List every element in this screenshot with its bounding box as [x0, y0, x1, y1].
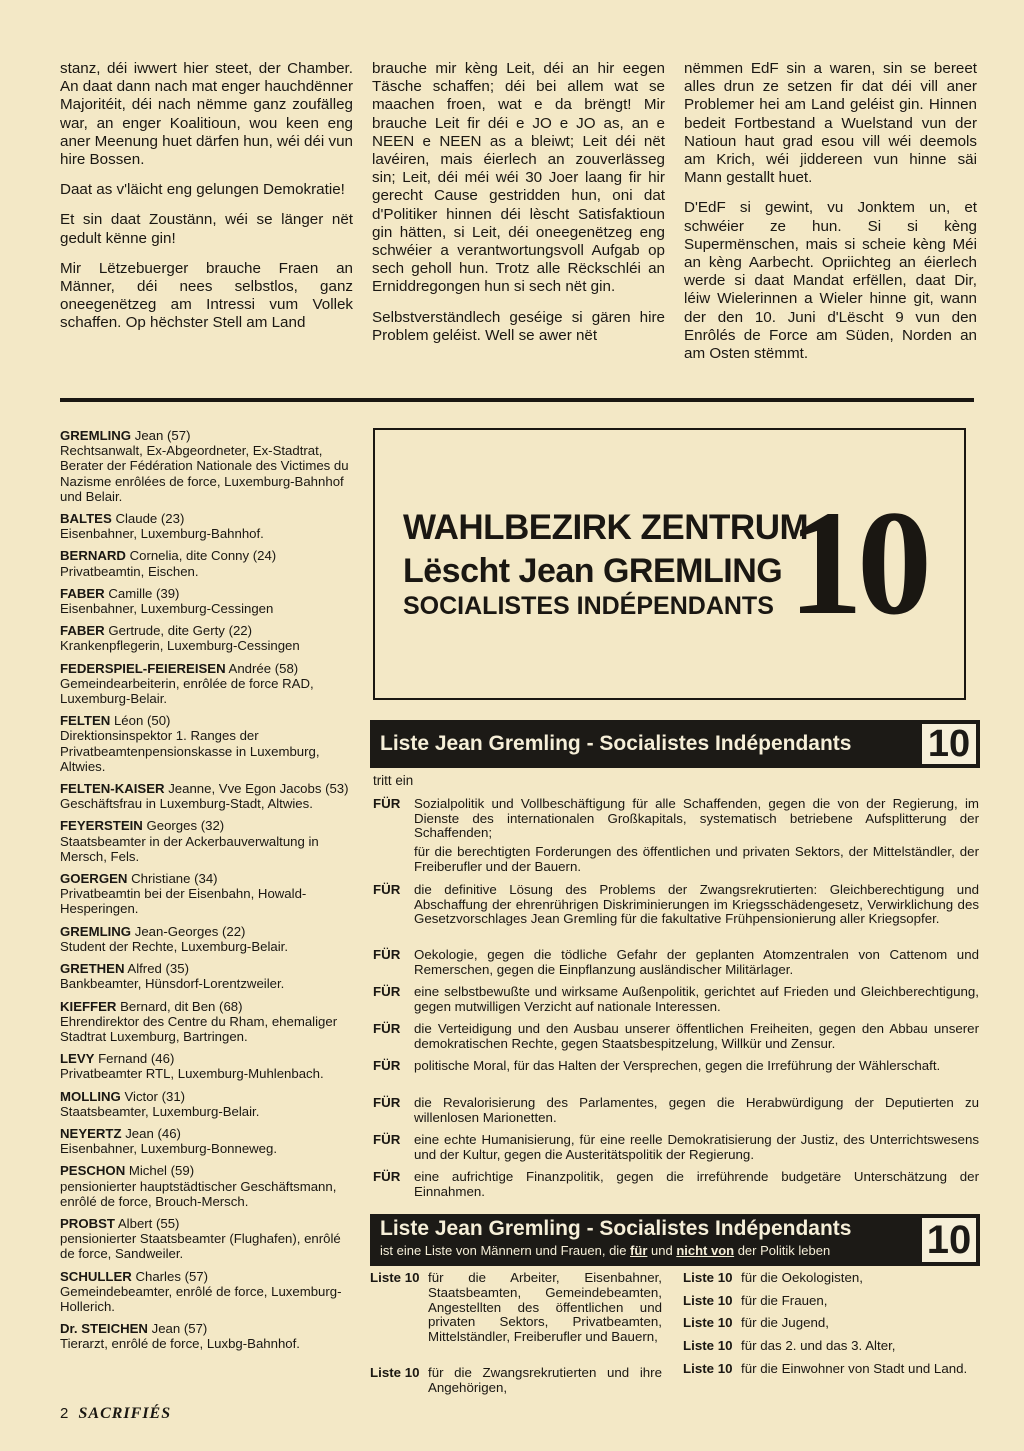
candidate-surname: FABER	[60, 585, 105, 601]
candidate-entry	[60, 1163, 356, 1209]
program-point-text: die Revalorisierung des Parlamentes, gegen die Herabwürdigung der Deputierten zu willenlosen Marionetten.	[414, 1095, 979, 1125]
candidate-surname: GRETHEN	[60, 961, 125, 977]
liste-label: Liste 10	[683, 1315, 733, 1330]
candidate-entry	[60, 623, 356, 653]
candidate-details: Tierarzt, enrôlé de force, Luxbg-Bahnhof.	[60, 1336, 300, 1352]
candidate-given-name: Fernand (46)	[94, 1051, 175, 1067]
target-group-text: für die Oekologisten,	[741, 1270, 863, 1285]
candidate-surname: SCHULLER	[60, 1268, 132, 1284]
candidate-given-name: Camille (39)	[104, 585, 180, 601]
candidate-given-name: Alfred (35)	[124, 961, 189, 977]
candidate-given-name: Jean (46)	[121, 1125, 181, 1141]
candidate-details: Geschäftsfrau in Luxemburg-Stadt, Altwies.	[60, 796, 313, 812]
fuer-label: FÜR	[373, 1021, 401, 1036]
candidate-entry	[60, 871, 356, 917]
candidate-surname: NEYERTZ	[60, 1125, 122, 1141]
program-point-text: die Verteidigung und den Ausbau unserer öffentlichen Freiheiten, gegen den Abbau unserer demokratischen Rechte, gegen Staatsbespitzelung, Willkür und Zensur.	[414, 1021, 979, 1051]
candidate-details: pensionierter hauptstädtischer Geschäftsmann, enrôlé de force, Brouch-Mersch.	[60, 1178, 337, 1209]
program-point-text: Sozialpolitik und Vollbeschäftigung für alle Schaffenden, gegen die von der Regierung, im Dienste des internationalen Großkapitals, systematisch betriebene Aufsplitterung der Schaffenden;	[414, 796, 979, 841]
candidate-details: Ehrendirektor des Centre du Rham, ehemaliger Stadtrat Luxemburg, Bartringen.	[60, 1013, 338, 1044]
candidate-entry	[60, 1216, 356, 1262]
district-party: SOCIALISTES INDÉPENDANTS	[403, 592, 774, 620]
article-column-1	[60, 60, 353, 345]
candidate-entry	[60, 428, 356, 504]
candidate-given-name: Michel (59)	[125, 1163, 195, 1179]
candidate-entry	[60, 961, 356, 991]
banner-subtitle	[380, 1243, 830, 1258]
district-box	[373, 428, 966, 700]
candidate-surname: GREMLING	[60, 923, 132, 939]
program-point	[373, 845, 979, 874]
candidate-entry	[60, 1089, 356, 1119]
district-list-number: 10	[788, 480, 926, 646]
program-point-text: politische Moral, für das Halten der Versprechen, gegen die Irreführung der Wählerschaft.	[414, 1058, 941, 1073]
banner-number: 10	[922, 724, 976, 764]
candidate-entry	[60, 1126, 356, 1156]
candidate-given-name: Léon (50)	[110, 713, 171, 729]
target-group	[370, 1366, 662, 1396]
liste-label: Liste 10	[370, 1270, 420, 1285]
candidate-details: Gemeindearbeiterin, enrôlée de force RAD, Luxemburg-Belair.	[60, 675, 314, 707]
page-number: 2	[60, 1405, 69, 1422]
program-point	[373, 797, 979, 841]
candidate-entry	[60, 999, 356, 1045]
candidate-entry	[60, 781, 356, 811]
program-point	[373, 1022, 979, 1051]
candidate-surname: MOLLING	[60, 1088, 121, 1104]
candidate-surname: BERNARD	[60, 548, 126, 564]
program-point-text: eine echte Humanisierung, für eine reelle Demokratisierung der Justiz, des Unterrichtswesens und der Kultur, gegen die Austeritätspolitik der Regierung.	[414, 1132, 979, 1162]
candidate-given-name: Jean (57)	[147, 1321, 208, 1337]
candidate-details: Rechtsanwalt, Ex-Abgeordneter, Ex-Stadtrat, Berater der Fédération Nationale des Victimes du Nazisme enrôlées de force, Luxemburg-Bahnhof und Belair.	[60, 443, 349, 504]
candidate-details: Eisenbahner, Luxemburg-Bonneweg.	[60, 1141, 278, 1157]
article-paragraph: Selbstverständlech geséige si gären hire Problem geléist. Well se awer nët	[372, 308, 665, 344]
candidate-details: Eisenbahner, Luxemburg-Bahnhof.	[60, 526, 264, 542]
candidate-given-name: Christiane (34)	[127, 871, 218, 887]
fuer-label: FÜR	[373, 882, 401, 897]
candidate-surname: Dr. STEICHEN	[60, 1321, 148, 1337]
banner-number: 10	[922, 1218, 976, 1262]
target-group	[683, 1294, 975, 1309]
page-footer	[60, 1405, 171, 1423]
candidate-entry	[60, 1051, 356, 1081]
candidate-given-name: Gertrude, dite Gerty (22)	[104, 623, 253, 639]
candidate-surname: FELTEN	[60, 713, 111, 729]
article-paragraph: Mir Lëtzebuerger brauche Fraen an Männer, déi nees selbstlos, ganz oneegenëtzeg am Intressi vum Vollek schaffen. Op hëchster Stell am Land	[60, 259, 353, 332]
target-group	[683, 1339, 975, 1354]
candidate-entry	[60, 586, 356, 616]
section-divider	[60, 398, 974, 402]
candidate-entry	[60, 713, 356, 774]
candidate-details: Direktionsinspektor 1. Ranges der Privatbeamtenpensionskasse in Luxemburg, Altwies.	[60, 728, 320, 774]
candidate-details: Privatbeamtin bei der Eisenbahn, Howald-Hesperingen.	[60, 886, 307, 917]
article-paragraph: Et sin daat Zoustänn, wéi se länger nët gedult kënne gin!	[60, 211, 353, 247]
candidate-entry	[60, 661, 356, 707]
fuer-label: FÜR	[373, 1169, 401, 1184]
candidate-surname: LEVY	[60, 1051, 95, 1067]
target-group	[683, 1362, 975, 1377]
program-point-text: eine selbstbewußte und wirksame Außenpolitik, gerichtet auf Frieden und Gleichberechtigung, gegen mutwilligen Verzicht auf nationale Interessen.	[414, 984, 979, 1014]
candidate-surname: FEDERSPIEL-FEIEREISEN	[60, 660, 226, 676]
program-point	[373, 985, 979, 1014]
candidate-details: Staatsbeamter in der Ackerbauverwaltung in Mersch, Fels.	[60, 833, 319, 864]
candidate-surname: KIEFFER	[60, 998, 117, 1014]
list-banner-1	[370, 720, 980, 768]
intro-text: tritt ein	[373, 773, 414, 788]
candidate-given-name: Claude (23)	[111, 511, 185, 527]
fuer-label: FÜR	[373, 947, 401, 962]
candidate-entry	[60, 548, 356, 578]
banner-title: Liste Jean Gremling - Socialistes Indépendants	[380, 732, 852, 755]
candidate-given-name: Albert (55)	[114, 1215, 180, 1231]
candidate-entry	[60, 1269, 356, 1315]
target-group-text: für die Einwohner von Stadt und Land.	[741, 1361, 968, 1376]
candidate-surname: GREMLING	[60, 428, 132, 443]
subtitle-text: ist eine Liste von Männern und Frauen, die	[380, 1243, 631, 1258]
target-group-text: für die Frauen,	[741, 1293, 828, 1308]
subtitle-text: und	[647, 1243, 677, 1258]
target-group-text: für die Zwangsrekrutierten und ihre Angehörigen,	[428, 1365, 662, 1395]
candidate-details: Privatbeamtin, Eischen.	[60, 563, 199, 579]
banner-title: Liste Jean Gremling - Socialistes Indépendants	[380, 1217, 852, 1240]
candidate-entry	[60, 511, 356, 541]
fuer-label: FÜR	[373, 1058, 401, 1073]
candidate-surname: FABER	[60, 623, 105, 639]
target-group-text: für die Jugend,	[741, 1315, 829, 1330]
candidate-details: Privatbeamter RTL, Luxemburg-Muhlenbach.	[60, 1066, 324, 1082]
fuer-label: FÜR	[373, 1095, 401, 1110]
candidate-details: Krankenpflegerin, Luxemburg-Cessingen	[60, 638, 300, 654]
article-paragraph: nëmmen EdF sin a waren, sin se bereet alles drun ze setzen fir dat déi vill aner Problemer hei am Land geléist gin. Hinnen bedeit Fortbestand a Wuelstand vun der Natioun haut grad esou vill wéi deemols am Krich, wéi jiddereen vun hinne säi Mann gestallt huet.	[684, 60, 977, 187]
candidate-given-name: Jeanne, Vve Egon Jacobs (53)	[164, 781, 349, 797]
candidate-given-name: Andrée (58)	[225, 660, 299, 676]
candidate-surname: FELTEN-KAISER	[60, 781, 165, 797]
candidate-given-name: Victor (31)	[120, 1088, 186, 1104]
liste-label: Liste 10	[683, 1270, 733, 1285]
target-group-text: für das 2. und das 3. Alter,	[741, 1338, 896, 1353]
list-banner-2	[370, 1214, 980, 1266]
target-group	[683, 1316, 975, 1331]
candidate-given-name: Cornelia, dite Conny (24)	[125, 548, 277, 564]
candidate-given-name: Bernard, dit Ben (68)	[116, 998, 243, 1014]
liste-label: Liste 10	[683, 1361, 733, 1376]
candidate-entry	[60, 924, 356, 954]
target-group	[370, 1271, 662, 1345]
candidate-given-name: Jean (57)	[131, 428, 191, 443]
candidate-details: Gemeindebeamter, enrôlé de force, Luxemburg-Hollerich.	[60, 1283, 342, 1314]
publication-logo: SACRIFIÉS	[78, 1405, 172, 1422]
fuer-label: FÜR	[373, 984, 401, 999]
program-point-text: eine aufrichtige Finanzpolitik, gegen die irreführende budgetäre Unterschätzung der Einnahmen.	[414, 1169, 979, 1199]
program-point-text: für die berechtigten Forderungen des öffentlichen und privaten Sektors, der Mittelständler, der Freiberufler und der Bauern.	[414, 844, 979, 874]
candidate-list	[60, 428, 356, 1359]
candidate-surname: GOERGEN	[60, 871, 128, 887]
candidate-surname: PESCHON	[60, 1163, 126, 1179]
candidate-entry	[60, 1321, 356, 1351]
article-paragraph: D'EdF si gewint, vu Jonktem un, et schwéier ze hun. Si si kèng Supermënschen, mais si scheie kèng Méi an kèng Aarbecht. Opriichteg an éierlech werde si daat Mandat erfëllen, daat Dir, léiw Wielerinnen a Wieler hinne git, wann der den 10. Juni d'Lëscht 9 vun den Enrôlés de Force am Süden, Norden an am Osten stëmmt.	[684, 199, 977, 363]
fuer-label: FÜR	[373, 796, 401, 811]
liste-label: Liste 10	[683, 1293, 733, 1308]
candidate-surname: FEYERSTEIN	[60, 818, 143, 834]
article-column-2	[372, 60, 665, 357]
subtitle-text: der Politik leben	[734, 1243, 831, 1258]
candidate-given-name: Georges (32)	[142, 818, 225, 834]
candidate-details: Staatsbeamter, Luxemburg-Belair.	[60, 1103, 260, 1119]
candidate-entry	[60, 818, 356, 864]
article-paragraph: stanz, déi iwwert hier steet, der Chamber. An daat dann nach mat enger hauchdënner Majoritéit, déi nach nëmme ganz zoufälleg war, an enger Koalitioun, wou keen eng aner Meenung huet därfen hun, wéi déi vun hire Bossen.	[60, 60, 354, 169]
district-title: WAHLBEZIRK ZENTRUM	[403, 508, 809, 547]
subtitle-emphasis: für	[630, 1243, 648, 1258]
program-point	[373, 1133, 979, 1162]
program-point	[373, 883, 979, 927]
article-paragraph: brauche mir kèng Leit, déi an hir eegen Täsche schaffen; déi bei allem wat se maachen froen, wat e da brëngt! Mir brauche Leit fir déi e JO e JO as, an e NEEN e NEEN as a bleiwt; Leit déi nët lavéiren, mais éierlech an zouverlässeg sin; Leit, déi méi wéi 30 Joer laang fir hir gerecht Cause gestridden hun, oni dat d'Politiker hinnen déi lèscht Satisfaktioun gin hätten, si Leit, déi oneegenëtzeg eng schwéier a verantwortungsvoll Aufgab op sech geholl hun. Trotz alle Rëckschléi an Erniddregongen hun si sech nët gin.	[372, 60, 665, 296]
candidate-surname: PROBST	[60, 1215, 115, 1231]
program-point	[373, 1059, 979, 1074]
target-group-text: für die Arbeiter, Eisenbahner, Staatsbeamten, Gemeindebeamten, Angestellten des öffentlichen und privaten Sektors, Privatbeamten, Mittelständler, Freiberufler und Bauern,	[428, 1270, 662, 1345]
fuer-label: FÜR	[373, 1132, 401, 1147]
program-point	[373, 1170, 979, 1199]
target-group	[683, 1271, 975, 1286]
program-point	[373, 1096, 979, 1125]
liste-label: Liste 10	[370, 1365, 420, 1380]
article-column-3	[684, 60, 977, 375]
candidate-surname: BALTES	[60, 511, 112, 527]
candidate-details: Eisenbahner, Luxemburg-Cessingen	[60, 601, 274, 617]
program-point	[373, 948, 979, 977]
candidate-given-name: Jean-Georges (22)	[131, 923, 246, 939]
program-point-text: Oekologie, gegen die tödliche Gefahr der geplanten Atomzentralen von Cattenom und Remerschen, gegen die Einpflanzung ausländischer Militärlager.	[414, 947, 979, 977]
subtitle-emphasis: nicht von	[676, 1243, 735, 1258]
district-list-name: Lëscht Jean GREMLING	[403, 552, 783, 590]
candidate-details: Student der Rechte, Luxemburg-Belair.	[60, 938, 288, 954]
candidate-details: pensionierter Staatsbeamter (Flughafen), enrôlé de force, Sandweiler.	[60, 1231, 341, 1262]
article-paragraph: Daat as v'läicht eng gelungen Demokratie!	[60, 181, 345, 199]
liste-label: Liste 10	[683, 1338, 733, 1353]
program-point-text: die definitive Lösung des Problems der Zwangsrekrutierten: Gleichberechtigung und Abschaffung der ehrenrührigen Diskriminierungen im Kriegsschädengesetz, Verwirklichung des Gesetzvorschlages Jean Gremling für die fakultative Frühpensionierung aller Kriegsopfer.	[414, 882, 979, 927]
candidate-given-name: Charles (57)	[131, 1268, 209, 1284]
candidate-details: Bankbeamter, Hünsdorf-Lorentzweiler.	[60, 976, 285, 992]
